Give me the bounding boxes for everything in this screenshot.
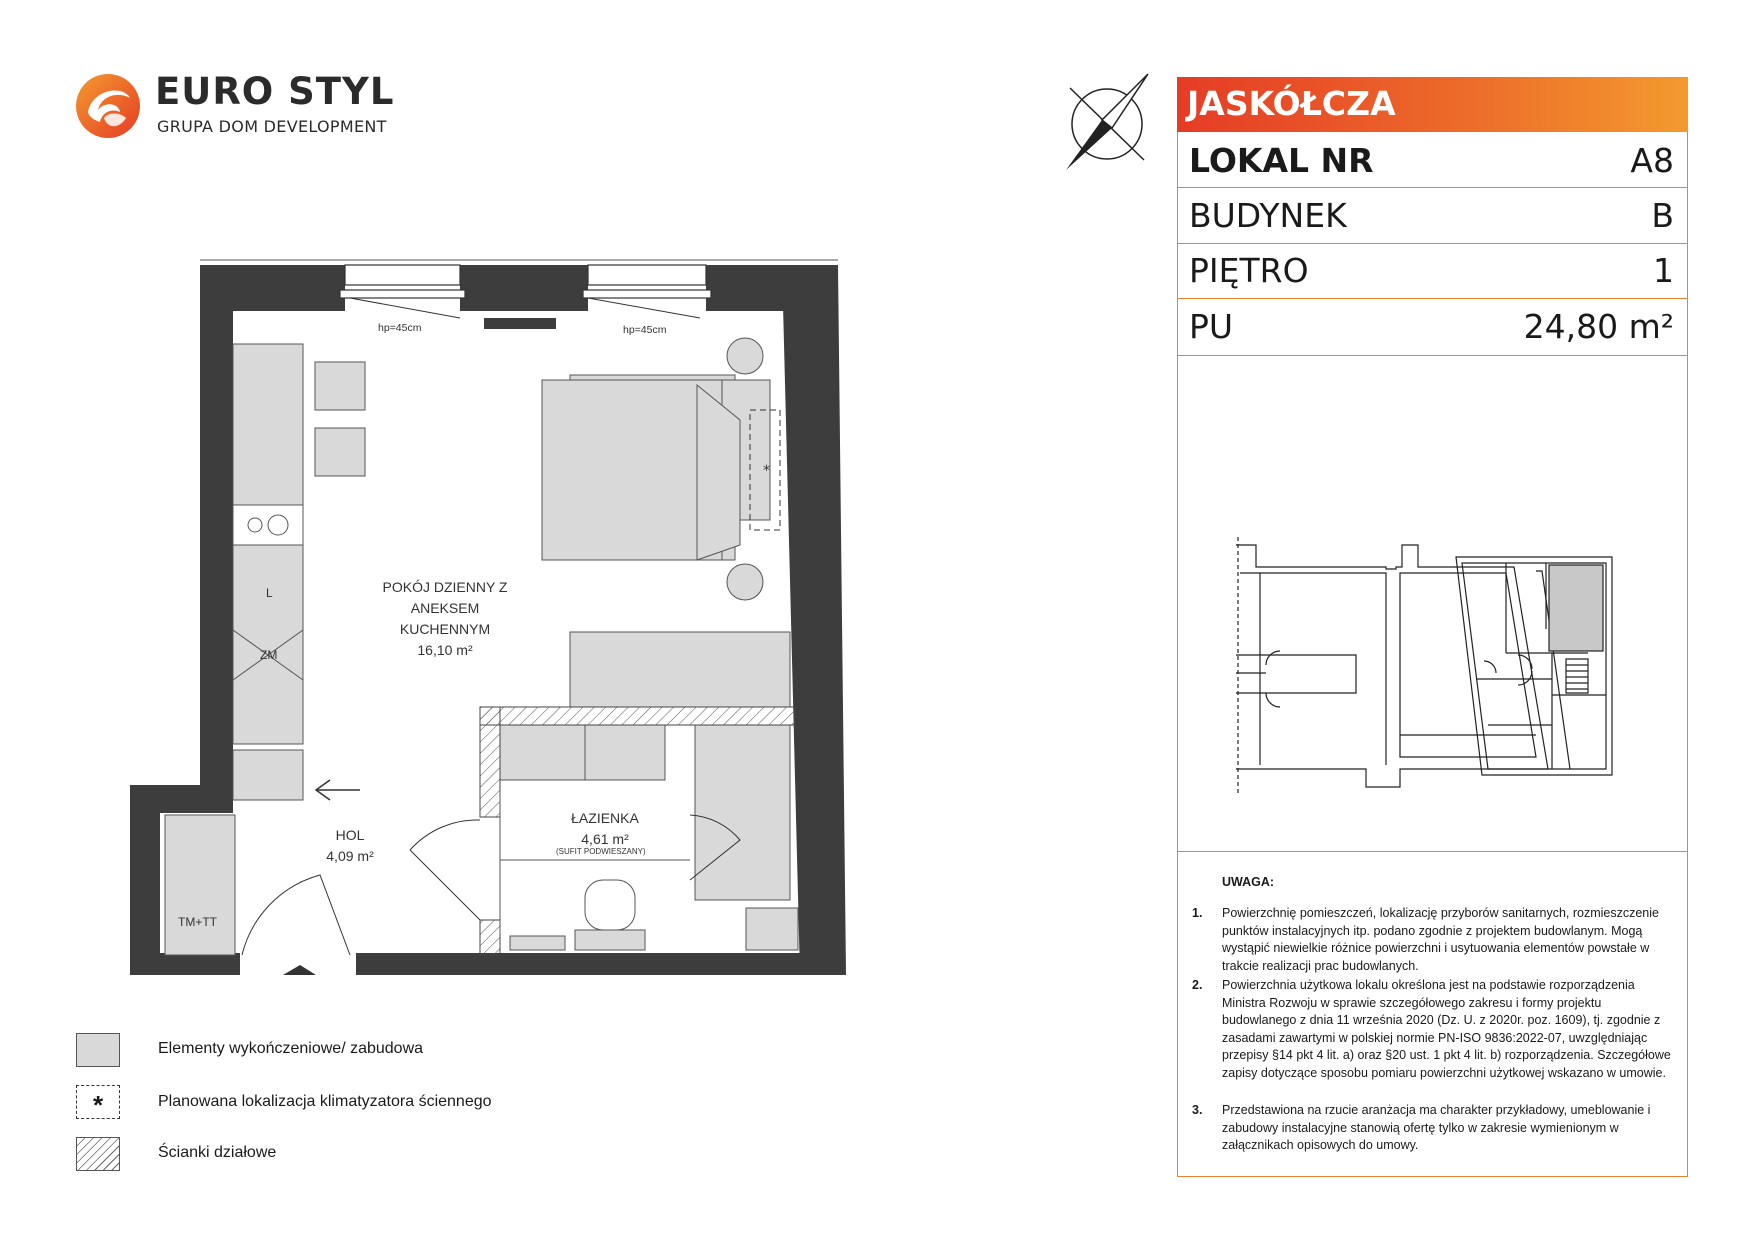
room-name-line: KUCHENNYM xyxy=(399,621,491,637)
area-value: 24,80 m² xyxy=(1523,307,1674,346)
area-label: PU xyxy=(1189,307,1234,346)
note-number: 1. xyxy=(1192,906,1203,920)
room-name: ŁAZIENKA xyxy=(571,810,639,826)
room-name-line: POKÓJ DZIENNY Z xyxy=(382,579,508,595)
grey-box-icon xyxy=(76,1033,120,1067)
legend-text: Elementy wykończeniowe/ zabudowa xyxy=(158,1040,424,1057)
building-value: B xyxy=(1651,196,1674,235)
key-plan xyxy=(1236,525,1636,805)
key-plan-icon xyxy=(1236,525,1636,805)
legend-text: Ścianki działowe xyxy=(158,1144,277,1161)
svg-text:*: * xyxy=(763,463,770,479)
divider xyxy=(1177,355,1688,356)
living-room-label xyxy=(345,577,545,661)
floor-value: 1 xyxy=(1653,251,1674,290)
unit-value: A8 xyxy=(1630,141,1674,180)
compass xyxy=(1062,72,1152,172)
divider xyxy=(1177,243,1688,244)
divider xyxy=(1177,187,1688,188)
brand-subtitle: GRUPA DOM DEVELOPMENT xyxy=(157,117,387,136)
note-text: Przedstawiona na rzucie aranżacja ma charakter przykładowy, umeblowanie i zabudowy instalacyjne stanowią ofertę tylko w zakresie wymienionym w załącznikach opisowych do umowy. xyxy=(1222,1103,1651,1153)
note-number: 3. xyxy=(1192,1103,1203,1117)
brand-name: EURO STYL xyxy=(155,70,395,113)
note-text: Powierzchnia użytkowa lokalu określona jest na podstawie rozporządzenia Ministra Rozwoju w sprawie szczegółowego zakresu i formy projektu budowlanego z dnia 11 września 2020 (Dz. U. z 2020r. poz. 1609), tj. zgodnie z zasadami zawartymi w polskiej normie PN-ISO 9836:2022-07, uwzględniając przepisy §14 pkt 4 lit. a) oraz §20 ust. 1 pkt 4 lit. b) rozporządzenia. Szczegółowe zapisy dotyczące sposobu pomiaru powierzchni użytkowej wskazano w umowie. xyxy=(1222,978,1671,1080)
fridge-label: L xyxy=(266,586,273,600)
closet-label: TM+TT xyxy=(178,915,217,929)
logo-mark-icon xyxy=(74,72,142,140)
room-area: 4,61 m² xyxy=(581,831,629,847)
room-name-line: ANEKSEM xyxy=(410,600,480,616)
project-name: JASKÓŁCZA xyxy=(1187,84,1396,123)
washer-label: ZM xyxy=(260,648,278,662)
unit-label: LOKAL NR xyxy=(1189,141,1374,180)
building-label: BUDYNEK xyxy=(1189,196,1347,235)
north-arrow-icon xyxy=(1062,72,1152,172)
hall-label xyxy=(310,825,390,867)
note-text: Powierzchnię pomieszczeń, lokalizację przyborów sanitarnych, rozmieszczenie punktów instalacyjnych itp. podano zgodnie z projektem budowlanym. Mogą wystąpić niewielkie różnice powierzchni i usytuowania elementów powstałe w trakcie realizacji prac budowlanych. xyxy=(1222,906,1659,973)
note-number: 2. xyxy=(1192,978,1203,992)
bathroom-label xyxy=(555,808,655,850)
divider xyxy=(1177,298,1688,299)
room-name: HOL xyxy=(335,827,365,843)
divider xyxy=(1177,851,1688,852)
logo xyxy=(74,72,142,140)
room-area: 16,10 m² xyxy=(417,642,473,658)
floor-label: PIĘTRO xyxy=(1189,251,1309,290)
hatched-box-icon xyxy=(76,1137,120,1171)
window-height-label: hp=45cm xyxy=(623,324,667,336)
window-height-label: hp=45cm xyxy=(378,322,422,334)
legend-text: Planowana lokalizacja klimatyzatora ściennego xyxy=(158,1093,492,1110)
asterisk-icon: * xyxy=(76,1085,120,1119)
room-area: 4,09 m² xyxy=(326,848,374,864)
ceiling-note: (SUFIT PODWIESZANY) xyxy=(556,847,646,856)
notes-title: UWAGA: xyxy=(1222,875,1275,889)
